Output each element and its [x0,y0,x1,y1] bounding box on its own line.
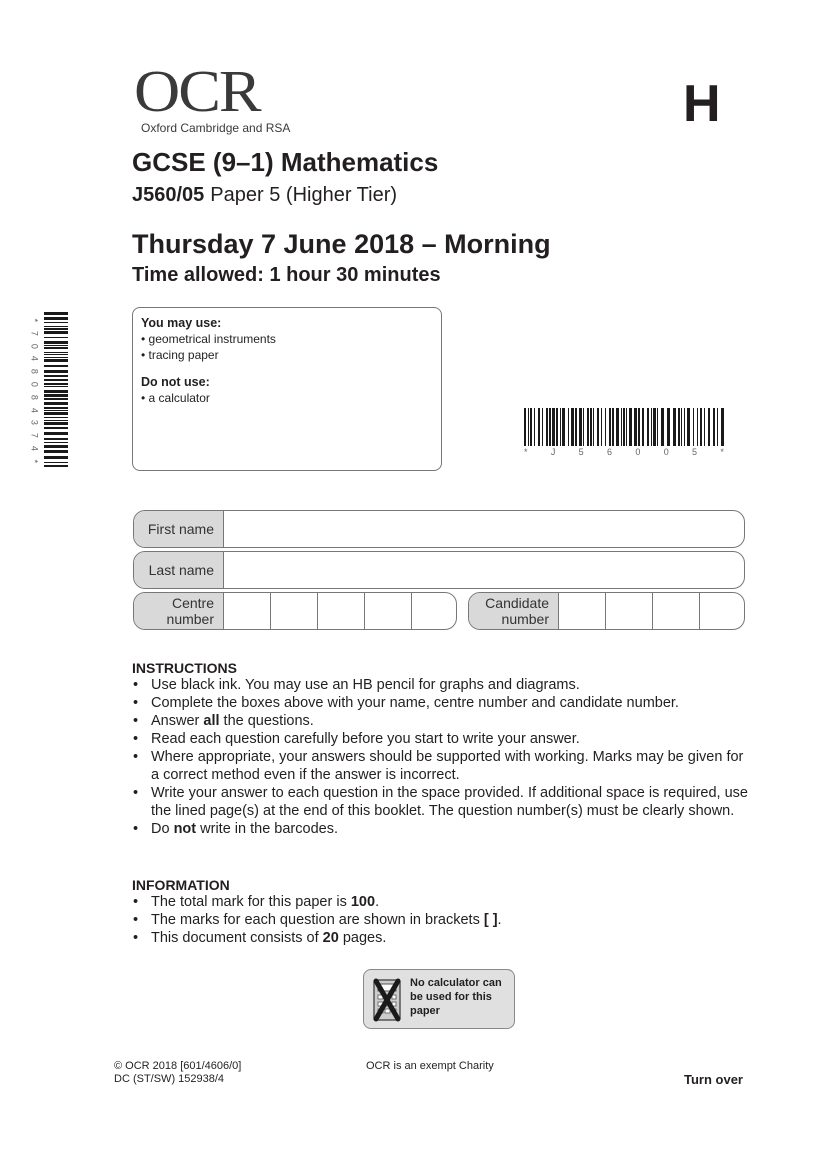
last-name-field[interactable] [224,552,744,588]
barcode-bar [528,408,529,446]
first-name-field[interactable] [224,511,744,547]
barcode-bar [704,408,705,446]
barcode-bar [634,408,637,446]
barcode-bar [552,408,555,446]
barcode-bar [651,408,652,446]
barcode-bar [44,445,68,448]
information-item: • This document consists of 20 pages. [132,929,752,947]
barcode-bar [44,420,68,421]
barcode-digit: 4 [29,407,40,413]
vertical-barcode-digits [28,314,40,468]
barcode-bar [44,402,68,405]
exam-title: GCSE (9–1) Mathematics [132,147,439,177]
barcode-bar [44,412,68,415]
barcode-bar [44,347,68,349]
centre-number-digit-box[interactable] [365,593,412,629]
barcode-bar [44,322,68,323]
barcode-bar [44,438,68,440]
barcode-bar [44,326,68,327]
centre-number-label: Centre number [134,593,224,629]
centre-number-digit-box[interactable] [271,593,318,629]
centre-number-digit-box[interactable] [412,593,456,629]
barcode-bar [562,408,565,446]
barcode-bar [44,359,68,362]
barcode-bar [44,465,68,467]
barcode-bar [44,370,68,373]
barcode-bar [629,408,632,446]
barcode-bar [700,408,702,446]
candidate-number-row [468,592,745,630]
barcode-bar [571,408,574,446]
barcode-digit: * [524,447,528,457]
barcode-bar [546,408,548,446]
barcode-bar [44,354,68,355]
barcode-bar [44,427,68,429]
barcode-bar [579,408,582,446]
barcode-bar [44,312,68,315]
barcode-digit: 8 [29,394,40,400]
barcode-bar [44,328,68,330]
barcode-bar [44,407,68,409]
instructions-heading: INSTRUCTIONS [132,660,237,676]
barcode-bar [44,375,68,377]
crossed-calculator-icon [372,978,402,1022]
barcode-digit: * [29,318,40,323]
last-name-label: Last name [134,552,224,588]
barcode-bar [44,357,68,358]
centre-number-row [133,592,457,630]
barcode-bar [524,408,526,446]
barcode-bar [708,408,710,446]
charity-notice: OCR is an exempt Charity [366,1060,494,1072]
barcode-digit: 6 [607,447,613,457]
centre-number-digit-box[interactable] [224,593,271,629]
barcode-bar [44,345,68,346]
turn-over: Turn over [684,1072,743,1087]
barcode-bar [609,408,611,446]
information-section [132,877,752,947]
first-name-label: First name [134,511,224,547]
barcode-bar [684,408,685,446]
barcode-bar [44,456,68,459]
barcode-digit: J [550,447,556,457]
barcode-bar [593,408,594,446]
barcode-digit: 0 [663,447,669,457]
barcode-digit: 5 [578,447,584,457]
barcode-bar [556,408,558,446]
barcode-digit: 0 [635,447,641,457]
barcode-bar [44,432,68,435]
barcode-bar [638,408,640,446]
may-use-item: • tracing paper [141,348,219,362]
barcode-bar [44,386,68,387]
instruction-item: • Do not write in the barcodes. [132,820,752,838]
barcode-bar [44,462,68,463]
barcode-digit: 3 [29,420,40,426]
may-use-heading: You may use: [141,316,222,330]
instruction-item: • Answer all the questions. [132,712,752,730]
copyright: © OCR 2018 [601/4606/0] [114,1060,242,1072]
do-not-use-item: • a calculator [141,391,210,405]
instruction-item: • Where appropriate, your answers should be supported with working. Marks may be given for a correct method even if the answer is incorrect. [132,748,752,784]
information-item: • The total mark for this paper is 100. [132,893,752,911]
barcode-bar [673,408,676,446]
barcode-bar [693,408,694,446]
barcode-bar [597,408,599,446]
barcode-bar [44,394,68,397]
time-allowed: Time allowed: 1 hour 30 minutes [132,264,441,286]
barcode-bar [583,408,584,446]
tier-letter: H [683,75,721,133]
barcode-digit: * [720,447,724,457]
footer-left [114,1060,241,1086]
first-name-row [133,510,745,548]
barcode-bar [678,408,680,446]
barcode-bar [44,365,68,367]
barcode-bar [713,408,715,446]
barcode-bar [605,408,606,446]
barcode-bar [687,408,690,446]
barcode-bar [621,408,622,446]
barcode-bar [44,383,68,385]
information-heading: INFORMATION [132,877,230,893]
barcode-bar [661,408,664,446]
last-name-row [133,551,745,589]
barcode-bar [667,408,670,446]
no-calculator-text: No calculator can be used for this paper [410,977,502,1017]
barcode-bar [530,408,532,446]
barcode-bar [44,317,68,320]
candidate-number-digit-box[interactable] [700,593,744,629]
instructions-list [132,676,752,838]
information-list [132,893,752,947]
barcode-bar [642,408,644,446]
candidate-number-digit-box[interactable] [559,593,606,629]
barcode-bar [626,408,627,446]
barcode-bar [560,408,561,446]
information-item: • The marks for each question are shown in brackets [ ]. [132,911,752,929]
barcode-bar [44,417,68,418]
barcode-bar [647,408,649,446]
ocr-logo-subtitle: Oxford Cambridge and RSA [141,121,291,135]
barcode-digit: 5 [692,447,698,457]
barcode-bar [44,331,68,334]
barcode-digit: 4 [29,445,40,451]
barcode-bar [721,408,724,446]
barcode-bar [717,408,718,446]
barcode-bar [587,408,589,446]
instructions-section [132,660,752,838]
materials-box [132,307,442,471]
barcode-bar [44,442,68,443]
exam-date: Thursday 7 June 2018 – Morning [132,229,551,259]
barcode-bar [616,408,619,446]
barcode-bar [612,408,614,446]
no-calculator-badge [363,969,515,1029]
barcode-bar [44,352,68,353]
barcode-bar [44,337,68,338]
barcode-bar [657,408,658,446]
barcode-bar [681,408,682,446]
barcode-bar [601,408,602,446]
barcode-bar [697,408,698,446]
ocr-logo: OCR [134,58,260,124]
barcode-digit: 7 [29,433,40,439]
barcode-bar [590,408,592,446]
barcode-bar [549,408,551,446]
horizontal-barcode-digits [524,447,724,457]
horizontal-barcode [524,408,724,446]
barcode-bar [44,341,68,344]
instruction-item: • Read each question carefully before you start to write your answer. [132,730,752,748]
candidate-number-digit-box[interactable] [606,593,653,629]
vertical-barcode [44,312,68,467]
barcode-bar [44,450,68,453]
barcode-bar [623,408,625,446]
barcode-digit: 8 [29,369,40,375]
barcode-bar [538,408,540,446]
barcode-bar [44,379,68,381]
instruction-item: • Use black ink. You may use an HB pencil for graphs and diagrams. [132,676,752,694]
candidate-number-digit-box[interactable] [653,593,700,629]
barcode-bar [44,410,68,411]
candidate-number-label: Candidate number [469,593,559,629]
barcode-bar [44,422,68,425]
barcode-digit: * [29,459,40,463]
barcode-bar [44,390,68,393]
barcode-digit: 0 [29,381,40,387]
may-use-item: • geometrical instruments [141,332,276,346]
barcode-bar [542,408,543,446]
instruction-item: • Complete the boxes above with your name, centre number and candidate number. [132,694,752,712]
barcode-bar [575,408,577,446]
paper-name: Paper 5 (Higher Tier) [210,184,398,206]
do-not-use-heading: Do not use: [141,375,210,389]
barcode-bar [653,408,656,446]
document-reference: DC (ST/SW) 152938/4 [114,1073,225,1085]
barcode-digit: 7 [29,330,40,336]
centre-number-digit-box[interactable] [318,593,365,629]
barcode-digit: 4 [29,356,40,362]
instruction-item: • Write your answer to each question in the space provided. If additional space is required, use the lined page(s) at the end of this booklet. The question number(s) must be clearly shown. [132,784,752,820]
barcode-bar [44,398,68,400]
barcode-bar [534,408,535,446]
paper-code: J560/05 [132,184,205,206]
barcode-digit: 0 [29,343,40,349]
paper-code-line [132,184,397,207]
barcode-bar [568,408,569,446]
